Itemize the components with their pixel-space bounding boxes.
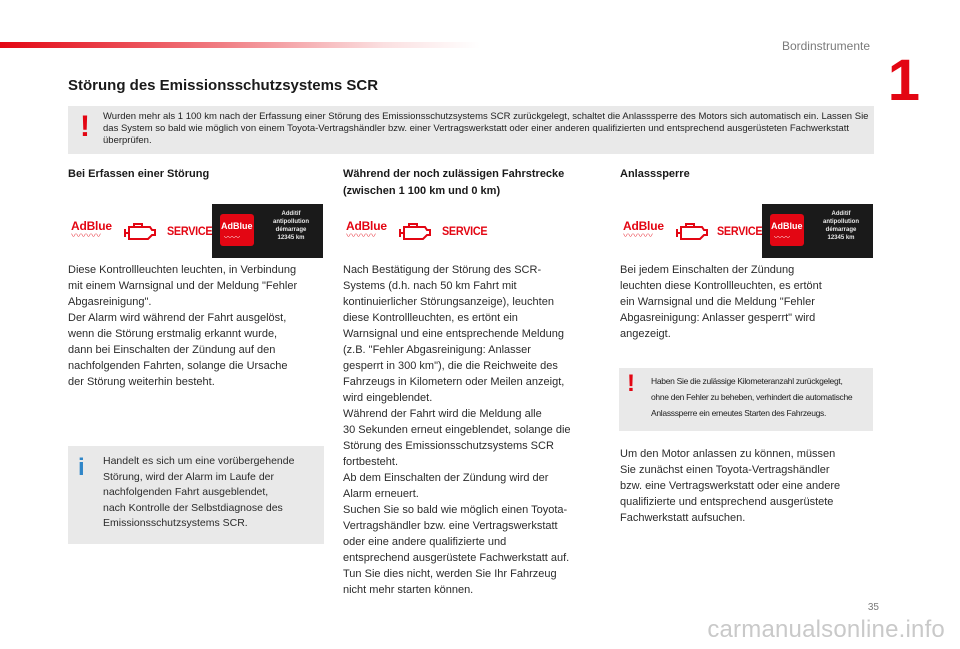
indicator-row-left [68,204,324,258]
adblue-badge-icon: AdBlue 〰〰 [770,214,804,246]
engine-icon [122,221,158,243]
instrument-display [762,204,873,258]
adblue-badge-icon: AdBlue 〰〰 [220,214,254,246]
exclamation-icon: ! [627,370,635,397]
column-start-lock [620,166,878,183]
remaining-distance-text: Nach Bestätigung der Störung des SCR- Systems (d.h. nach 50 km Fahrt mit kontinuierlicher Störungsanzeige), leuchten diese Kontrollleuchten, es ertönt ein Warnsignal und eine entsprechende Meldung (z.B. "Fehler Abgasreinigung: Anlasser gesperrt in 300 km"), die die Reichweite des Fahrzeugs in Kilometern oder Meilen anzeigt, wird eingeblendet. Während der Fahrt wird die Meldung alle 30 Sekunden erneut eingeblendet, solange die Störung des Emissionsschutzsystems SCR fortbesteht. Ab dem Einschalten der Zündung wird der Alarm erneuert. Suchen Sie so bald wie möglich einen Toyota- Vertragshändler bzw. eine Vertragswerkstatt oder eine andere qualifizierte und entsprechend ausgerüstete Fachwerkstatt auf. Tun Sie dies nicht, werden Sie Ihr Fahrzeug nicht mehr starten können. [343,264,571,596]
column-heading: Während der noch zulässigen Fahrstrecke (zwischen 1 100 km und 0 km) [343,168,565,197]
start-lock-text: Bei jedem Einschalten der Zündung leuchten diese Kontrollleuchten, es ertönt ein Warnsignal und die Meldung "Fehler Abgasreinigung: Anlasser gesperrt" wird angezeigt. [620,264,822,340]
service-icon: SERVICE [442,224,488,238]
column-remaining-distance [343,166,601,200]
warning-box [68,106,874,154]
adblue-icon: AdBlue 〰〰〰 [623,219,664,242]
display-message: Additif antipollution démarrage 12345 km [823,211,859,241]
instrument-display [212,204,323,258]
engine-icon [397,221,433,243]
service-icon: SERVICE [717,224,763,238]
page-number: 35 [867,602,879,613]
info-text: Handelt es sich um eine vorübergehende Störung, wird der Alarm im Laufe der nachfolgenden Fahrt ausgeblendet, nach Kontrolle der Selbstdiagnose des Emissionsschutzsystems SCR. [103,455,295,529]
watermark: carmanualsonline.info [707,616,945,643]
adblue-icon: AdBlue 〰〰〰 [346,219,387,242]
header-accent-bar [0,42,480,48]
detection-text: Diese Kontrollleuchten leuchten, in Verbindung mit einem Warnsignal und der Meldung "Fehler Abgasreinigung". Der Alarm wird während der Fahrt ausgelöst, wenn die Störung erstmalig erkannt wurde, dann bei Einschalten der Zündung auf den nachfolgenden Fahrten, solange die Ursache der Störung weiterhin besteht. [68,264,298,388]
start-lock-instructions: Um den Motor anlassen zu können, müssen Sie zunächst einen Toyota-Vertragshändler bzw. eine Vertragswerkstatt oder eine andere qualifizierte und entsprechend ausgerüstete Fachwerkstatt aufsuchen. [620,448,841,524]
service-icon: SERVICE [167,224,213,238]
column-heading: Bei Erfassen einer Störung [68,168,210,180]
column-heading: Anlasssperre [620,168,690,180]
chapter-number: 1 [887,48,920,113]
indicator-row-right [620,204,874,258]
column-detection [68,166,326,183]
indicator-row-middle [343,204,493,258]
adblue-icon: AdBlue 〰〰〰 [71,219,112,242]
info-box [68,446,324,544]
start-lock-warning-box [619,368,873,431]
warning-text: Wurden mehr als 1 100 km nach der Erfassung einer Störung des Emissionsschutzsystems SCR zurückgelegt, schaltet die Anlasssperre des Motors sich automatisch ein. Lassen Sie das System so bald wie möglich von einem Toyota-Vertragshändler bzw. einer Vertragswerkstatt oder einer anderen qualifizierten und entsprechend ausgerüsteten Fachwerkstatt überprüfen. [103,111,869,146]
info-icon: i [78,454,85,481]
start-lock-warning-text: Haben Sie die zulässige Kilometeranzahl zurückgelegt, ohne den Fehler zu beheben, verhindert die automatische Anlasssperre ein erneutes Starten des Fahrzeugs. [651,376,853,418]
display-message: Additif antipollution démarrage 12345 km [273,211,309,241]
section-title: Bordinstrumente [781,39,870,53]
engine-icon [674,221,710,243]
page-title: Störung des Emissionsschutzsystems SCR [68,77,379,94]
exclamation-icon: ! [80,110,90,143]
